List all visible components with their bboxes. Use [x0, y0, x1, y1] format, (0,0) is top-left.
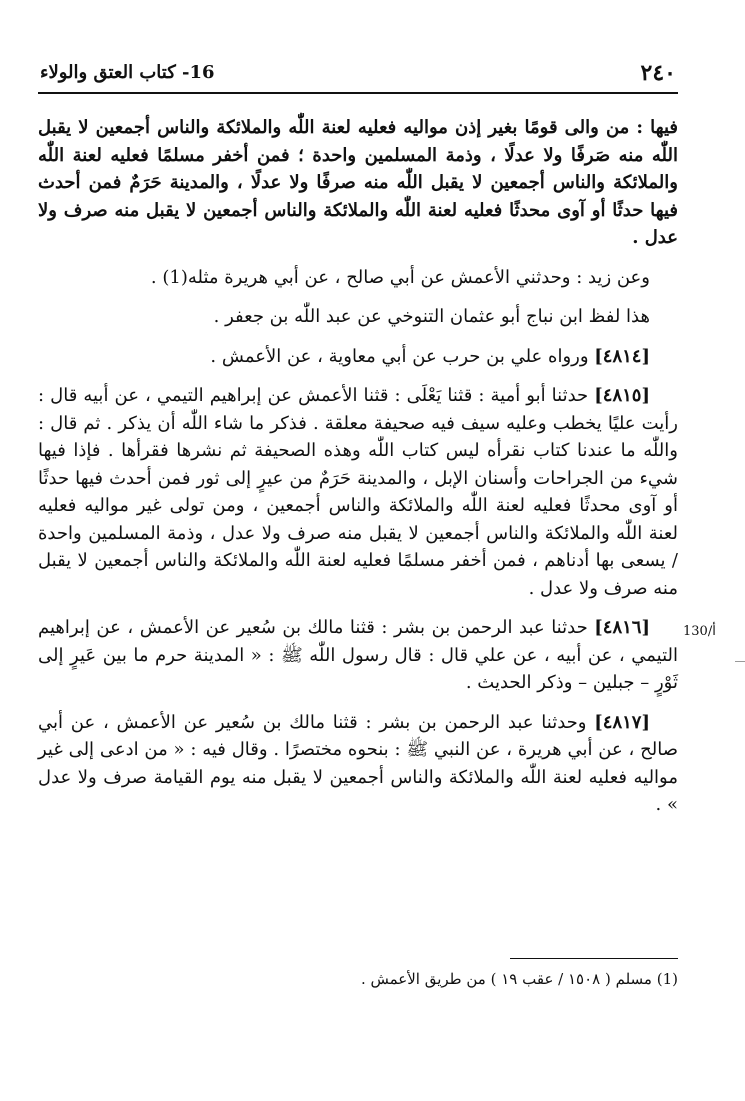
page-number: ٢٤٠ [640, 60, 676, 86]
hadith-number: [٤٨١٤] [594, 345, 650, 367]
paragraph-7 [38, 709, 678, 819]
hadith-number: [٤٨١٧] [594, 711, 650, 733]
paragraph-1: فيها : من والى قومًا بغير إذن مواليه فعليه لعنة اللّٰه والملائكة والناس أجمعين لا يقبل اللّٰه منه صَرفًا ولا عدلًا ، وذمة المسلمين واحدة ؛ فمن أخفر مسلمًا فعليه لعنة اللّٰه والملائكة والناس أجمعين لا يقبل اللّٰه منه صرفًا ولا عدلًا ، والمدينة حَرَمٌ فمن أحدث فيها حدثًا أو آوى محدثًا فعليه لعنة اللّٰه والملائكة والناس أجمعين لا يقبل منه صرف ولا عدل . [38, 117, 678, 248]
paragraph-3: هذا لفظ ابن نباج أبو عثمان التنوخي عن عبد اللّٰه بن جعفر . [213, 306, 650, 327]
hadith-text: وحدثنا عبد الرحمن بن بشر : قثنا مالك بن سُعير عن الأعمش ، عن أبي صالح ، عن أبي هريرة ، عن النبي ﷺ : بنحوه مختصرًا . وقال فيه : « من ادعى إلى غير مواليه فعليه لعنة اللّٰه والملائكة والناس أجمعين لا يقبل منه يوم القيامة صرف ولا عدل » . [38, 711, 678, 815]
edge-mark [735, 661, 745, 662]
paragraph-6 [38, 614, 678, 697]
hadith-text: حدثنا عبد الرحمن بن بشر : قثنا مالك بن سُعير عن الأعمش ، عن إبراهيم التيمي ، عن أبيه ، عن علي قال : قال رسول اللّٰه ﷺ : « المدينة حرم ما بين عَيرٍ إلى ثَوْرٍ – جبلين – وذكر الحديث . [38, 617, 678, 693]
hadith-text: حدثنا أبو أمية : قثنا يَعْلَى : قثنا الأعمش عن إبراهيم التيمي ، عن أبيه قال : رأيت عليًا يخطب وعليه سيف فيه صحيفة معلقة . فذكر ما شاء اللّٰه أن يذكر . ثم قال : واللّٰه ما عندنا كتاب نقرأه ليس كتاب اللّٰه وهذه الصحيفة ثم نشرها فقرأها . فإذا فيها شيء من الجراحات وأسنان الإبل ، والمدينة حَرَمٌ من عيرٍ إلى ثور فمن أحدث فيها حدثًا أو آوى محدثًا فعليه لعنة اللّٰه والملائكة والناس أجمعين ، ومن تولى غير مواليه فعليه لعنة اللّٰه والملائكة والناس أجمعين لا يقبل منه صرف ولا عدل ، وذمة المسلمين واحدة / يسعى بها أدناهم ، فمن أخفر مسلمًا فعليه لعنة اللّٰه والملائكة والناس أجمعين لا يقبل منه صرف ولا عدل . [38, 385, 679, 599]
hadith-text: ورواه علي بن حرب عن أبي معاوية ، عن الأعمش . [210, 345, 589, 367]
main-text [38, 114, 678, 831]
hadith-number: [٤٨١٥] [594, 385, 650, 406]
page-header [38, 58, 678, 94]
manuscript-folio-marker: 130/أ [683, 624, 716, 639]
paragraph-5 [38, 382, 678, 602]
paragraph-2: وعن زيد : وحدثني الأعمش عن أبي صالح ، عن أبي هريرة مثله(1) . [150, 266, 650, 288]
hadith-number: [٤٨١٦] [594, 617, 650, 638]
paragraph-4 [38, 343, 678, 371]
chapter-title: 16- كتاب العتق والولاء [40, 62, 215, 83]
footnote: (1) مسلم ( ١٥٠٨ / عقب ١٩ ) من طريق الأعمش . [360, 970, 678, 988]
footnote-separator [510, 958, 678, 959]
